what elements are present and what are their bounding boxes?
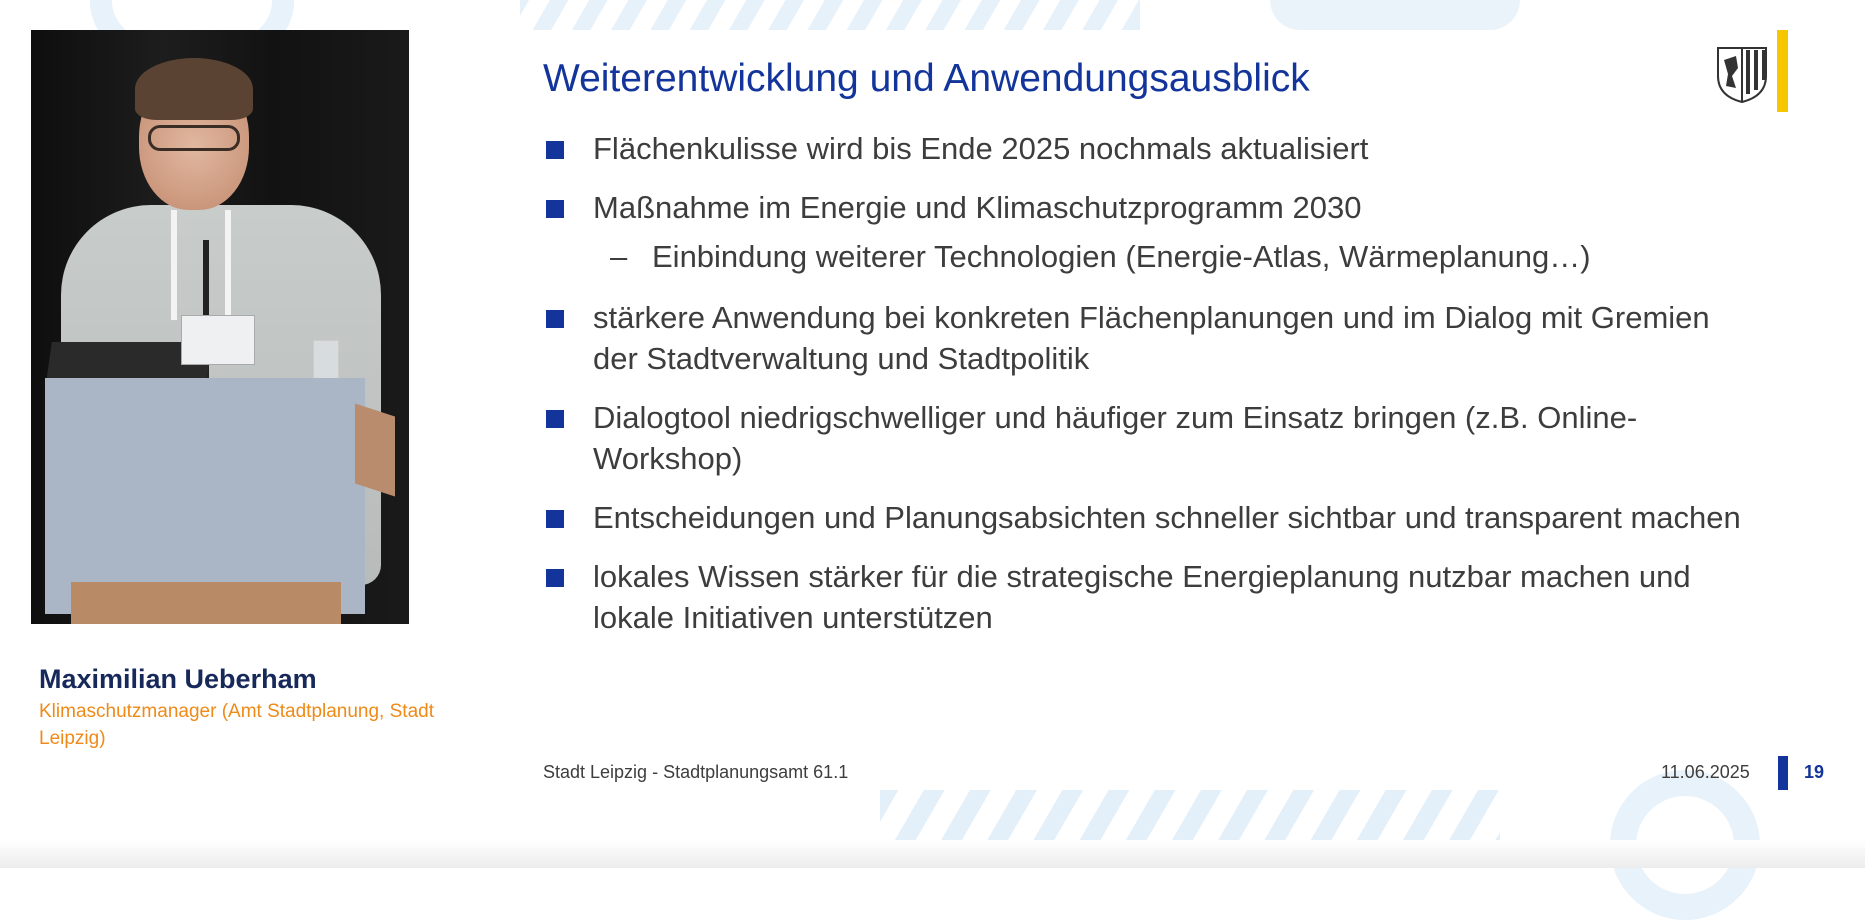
- speaker-glasses: [148, 125, 240, 151]
- background-stripes-top: [520, 0, 1140, 30]
- bullet-square-icon: [546, 310, 564, 328]
- background-arc-bottom-right: [1610, 770, 1760, 920]
- podium-panel: [45, 378, 365, 614]
- footer-accent-bar: [1778, 756, 1788, 790]
- background-arc-top-right: [1270, 0, 1520, 30]
- speaker-role: Klimaschutzmanager (Amt Stadtplanung, Stadt Leipzig): [39, 701, 434, 749]
- bullet-item: [543, 397, 1743, 479]
- sub-bullet-text: Einbindung weiterer Technologien (Energie-Atlas, Wärmeplanung…): [652, 239, 1591, 274]
- bullet-square-icon: [546, 410, 564, 428]
- lanyard: [171, 210, 231, 320]
- speaker-figure-hair: [135, 58, 253, 120]
- bullet-item: [543, 497, 1743, 538]
- bullet-text: Dialogtool niedrigschwelliger und häufiger zum Einsatz bringen (z.B. Online-Workshop): [593, 400, 1638, 476]
- footer-date: 11.06.2025: [1661, 762, 1750, 782]
- bullet-item: [543, 128, 1743, 169]
- bullet-square-icon: [546, 141, 564, 159]
- bullet-text: Maßnahme im Energie und Klimaschutzprogramm 2030: [593, 190, 1362, 225]
- accent-bar: [1777, 30, 1788, 112]
- bullet-text: lokales Wissen stärker für die strategische Energieplanung nutzbar machen und lokale Initiativen unterstützen: [593, 559, 1691, 635]
- podium-shelf: [355, 404, 395, 497]
- bullet-square-icon: [546, 200, 564, 218]
- bullet-item: [543, 556, 1743, 638]
- bullet-item: [543, 187, 1743, 228]
- leipzig-coat-of-arms-icon: [1716, 46, 1768, 104]
- bullet-square-icon: [546, 510, 564, 528]
- background-bottom-fade: [0, 840, 1865, 868]
- background-stripes-bottom: [880, 790, 1500, 868]
- bullet-text: Flächenkulisse wird bis Ende 2025 nochmals aktualisiert: [593, 131, 1369, 166]
- name-badge: [181, 315, 255, 365]
- slide-title: Weiterentwicklung und Anwendungsausblick: [543, 57, 1310, 100]
- page-number: 19: [1804, 762, 1825, 782]
- speaker-video: [31, 30, 409, 624]
- dash-icon: –: [610, 239, 628, 274]
- podium-base: [71, 582, 341, 624]
- bullet-text: Entscheidungen und Planungsabsichten schneller sichtbar und transparent machen: [593, 500, 1741, 535]
- bullet-list: [543, 128, 1743, 656]
- speaker-name: Maximilian Ueberham: [39, 664, 317, 694]
- sub-bullet-item: [543, 236, 1743, 277]
- bullet-text: stärkere Anwendung bei konkreten Flächenplanungen und im Dialog mit Gremien der Stadtverwaltung und Stadtpolitik: [593, 300, 1710, 376]
- bullet-square-icon: [546, 569, 564, 587]
- bullet-item: [543, 297, 1743, 379]
- footer-organization: Stadt Leipzig - Stadtplanungsamt 61.1: [543, 762, 849, 782]
